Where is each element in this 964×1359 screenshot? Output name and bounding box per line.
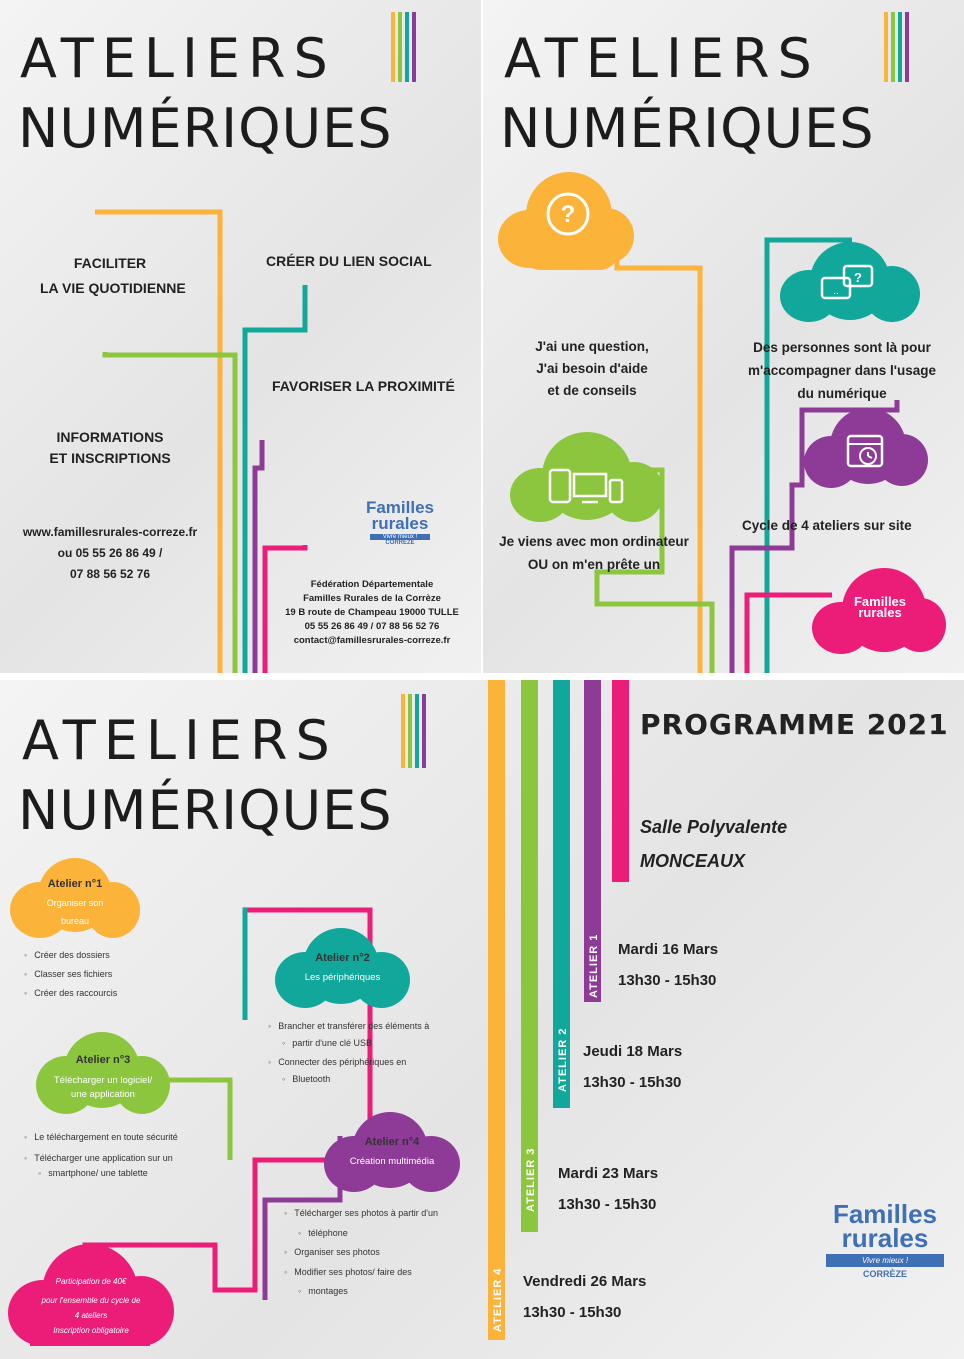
list-item: ◦ Brancher et transférer des éléments à: [268, 1018, 429, 1035]
list-item: ◦ Créer des dossiers: [24, 946, 117, 965]
logo-cloud: [812, 568, 944, 654]
session-3-day: Mardi 23 Mars: [558, 1165, 659, 1182]
list-item: ◦ téléphone: [284, 1224, 438, 1244]
title-line1: ATELIERS: [20, 27, 336, 90]
o-l1: Je viens avec mon ordinateur: [499, 534, 689, 549]
phone-1: ou 05 55 26 86 49 /: [57, 546, 163, 560]
logo-line1: Familles: [365, 498, 435, 517]
calendar-cloud: [804, 408, 928, 488]
q-l3: et de conseils: [547, 383, 637, 398]
atelier2-sub1: Les périphériques: [304, 972, 381, 983]
atelier2-title: Atelier n°2: [315, 952, 370, 964]
atelier2-cloud: [275, 928, 410, 1008]
list-item: ◦ Modifier ses photos/ faire des: [284, 1263, 438, 1283]
fed-l4: 05 55 26 86 49 / 07 88 56 52 76: [304, 621, 440, 632]
list-item: ◦ Organiser ses photos: [284, 1243, 438, 1263]
cycle-text: Cycle de 4 ateliers sur site: [742, 518, 912, 533]
timeline-bar-venue: [612, 680, 629, 882]
fee-text: [8, 1274, 174, 1338]
session-2-time: 13h30 - 15h30: [583, 1074, 682, 1091]
session-1: [618, 934, 718, 996]
session-3: [558, 1158, 658, 1220]
logo-familles-rurales: [826, 1199, 944, 1279]
list-item: ◦ montages: [284, 1282, 438, 1302]
fee-cloud: [8, 1244, 174, 1348]
q-l1: J'ai une question,: [535, 339, 649, 354]
question-cloud: [498, 172, 630, 272]
chat-icon: [820, 262, 880, 310]
timeline-bar-atelier4: [488, 680, 505, 1340]
session-3-time: 13h30 - 15h30: [558, 1196, 657, 1213]
info-l1: INFORMATIONS: [56, 429, 164, 445]
item-proximite: FAVORISER LA PROXIMITÉ: [272, 378, 455, 394]
list-item: ◦ Créer des raccourcis: [24, 984, 117, 1003]
session-4: [523, 1266, 646, 1328]
fee-l2: pour l'ensemble du cycle de: [41, 1296, 141, 1305]
fed-email[interactable]: contact@famillesrurales-correze.fr: [293, 635, 451, 646]
atelier4-title: Atelier n°4: [364, 1136, 420, 1148]
fold-line: [481, 0, 483, 673]
logo-cloud-text: [840, 596, 920, 618]
atelier1-cloud: [10, 858, 140, 940]
item-faciliter: [40, 255, 186, 296]
fee-l3: 4 ateliers: [74, 1311, 108, 1320]
devices-icon: [546, 466, 630, 510]
list-item: ◦ Télécharger ses photos à partir d'un: [284, 1204, 438, 1224]
title-line1: ATELIERS: [22, 709, 338, 772]
atelier3-sub1: Télécharger un logiciel/: [53, 1075, 153, 1086]
title-line2: NUMÉRIQUES: [18, 779, 393, 842]
list-item: ◦ Connecter des périphériques en: [268, 1054, 429, 1071]
fee-l1: Participation de 40€: [55, 1277, 127, 1286]
item-lien-social: CRÉER DU LIEN SOCIAL: [266, 253, 432, 269]
fee-l4: Inscription obligatoire: [53, 1326, 129, 1335]
title-line2: NUMÉRIQUES: [18, 97, 393, 160]
atelier3-bullets: [24, 1130, 178, 1181]
question-text: [522, 336, 662, 402]
website-link[interactable]: www.famillesrurales-correze.fr: [22, 525, 198, 539]
calendar-icon: [844, 428, 888, 472]
venue-l1: Salle Polyvalente: [640, 817, 788, 837]
session-1-time: 13h30 - 15h30: [618, 972, 717, 989]
p-l3: du numérique: [797, 386, 887, 401]
list-item: ◦ Classer ses fichiers: [24, 965, 117, 984]
q-l2: J'ai besoin d'aide: [536, 361, 648, 376]
venue: [640, 810, 787, 878]
p-l2: m'accompagner dans l'usage: [748, 363, 936, 378]
atelier4-cloud: [324, 1112, 460, 1192]
fed-l3: 19 B route de Champeau 19000 TULLE: [285, 607, 459, 618]
fed-l2: Familles Rurales de la Corrèze: [303, 593, 441, 604]
logo-tagline: Vivre mieux !: [370, 534, 430, 540]
list-item: ◦ partir d'une clé USB: [268, 1035, 429, 1052]
atelier2-bullets: [268, 1018, 429, 1088]
list-item: ◦ smartphone/ une tablette: [24, 1166, 178, 1181]
session-label-3: ATELIER 3: [525, 1147, 537, 1212]
list-item: ◦ Le téléchargement en toute sécurité: [24, 1130, 178, 1145]
question-icon: [544, 190, 592, 238]
info-heading: [40, 429, 180, 466]
list-item: ◦ Bluetooth: [268, 1071, 429, 1088]
o-l2: OU on m'en prête un: [527, 557, 661, 572]
devices-cloud: [510, 432, 664, 522]
svg-text:..: ..: [833, 286, 839, 297]
logo-familles-rurales: [360, 500, 440, 546]
federation-address: [272, 578, 472, 648]
fed-l1: Fédération Départementale: [310, 579, 434, 590]
atelier1-bullets: [24, 946, 117, 1003]
session-label-4: ATELIER 4: [492, 1267, 504, 1332]
logo-tagline: Vivre mieux !: [826, 1254, 944, 1267]
panel-front-right: [482, 0, 964, 673]
atelier4-bullets: [284, 1204, 438, 1302]
contact-block: [15, 522, 205, 585]
logo-cloud-line1: Familles: [853, 594, 907, 609]
logo-region: CORRÈZE: [385, 540, 415, 546]
title-line1: ATELIERS: [504, 27, 820, 90]
item-faciliter-l2: LA VIE QUOTIDIENNE: [40, 280, 186, 296]
computer-text: [484, 530, 704, 576]
session-4-time: 13h30 - 15h30: [523, 1304, 622, 1321]
logo-cloud-line2: rurales: [858, 605, 902, 620]
people-text: [732, 336, 952, 405]
atelier3-title: Atelier n°3: [75, 1054, 131, 1066]
atelier4-text: [324, 1136, 460, 1167]
atelier1-sub2: bureau: [60, 916, 90, 926]
phone-2: 07 88 56 52 76: [69, 567, 151, 581]
atelier1-text: [10, 878, 140, 926]
atelier4-sub1: Création multimédia: [349, 1156, 435, 1167]
logo-region: CORRÈZE: [862, 1269, 907, 1279]
logo-line2: rurales: [841, 1223, 929, 1253]
page-gap: [0, 673, 964, 680]
atelier3-text: [36, 1054, 170, 1100]
atelier2-text: [275, 952, 410, 983]
session-4-day: Vendredi 26 Mars: [523, 1273, 647, 1290]
info-l2: ET INSCRIPTIONS: [49, 450, 171, 466]
programme-title: PROGRAMME 2021: [640, 708, 949, 741]
svg-text:?: ?: [560, 201, 576, 228]
logo-line2: rurales: [371, 514, 429, 533]
session-label-2: ATELIER 2: [557, 1027, 569, 1092]
svg-text:?: ?: [854, 270, 862, 285]
atelier1-title: Atelier n°1: [47, 878, 103, 890]
session-2-day: Jeudi 18 Mars: [583, 1043, 683, 1060]
panel-front-left: [0, 0, 482, 673]
item-faciliter-l1: FACILITER: [73, 255, 147, 271]
session-1-day: Mardi 16 Mars: [618, 941, 719, 958]
logo-line1: Familles: [832, 1199, 938, 1229]
session-label-1: ATELIER 1: [588, 933, 600, 998]
atelier3-cloud: [36, 1032, 170, 1114]
session-2: [583, 1036, 682, 1098]
atelier1-sub1: Organiser son: [46, 898, 104, 908]
title-line2: NUMÉRIQUES: [500, 97, 875, 160]
list-item: ◦ Télécharger une application sur un: [24, 1151, 178, 1166]
chat-cloud: [780, 242, 920, 322]
atelier3-sub2: une application: [71, 1089, 135, 1100]
p-l1: Des personnes sont là pour: [753, 340, 931, 355]
venue-l2: MONCEAUX: [640, 851, 746, 871]
panel-program: [0, 680, 964, 1359]
